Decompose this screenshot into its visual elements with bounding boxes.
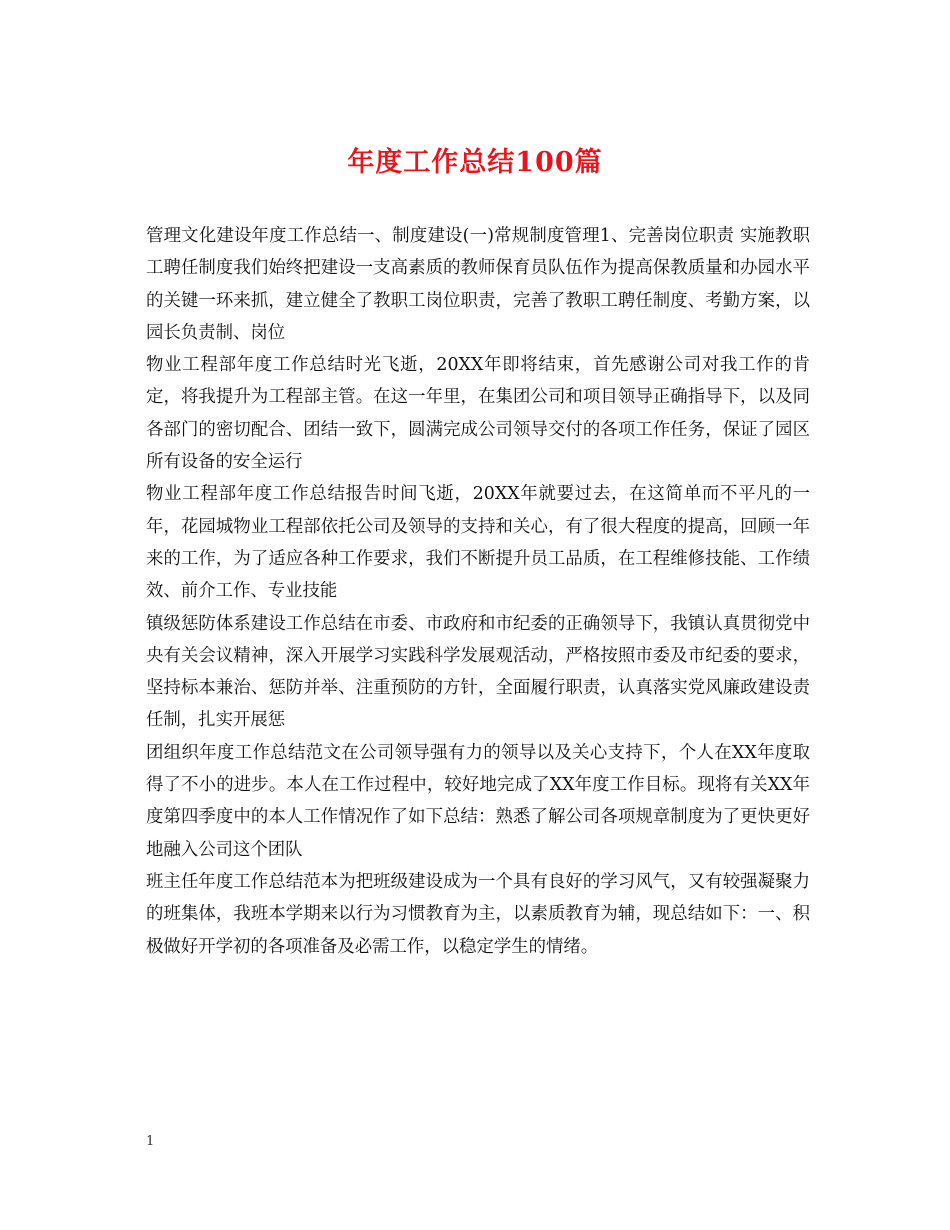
paragraph: 镇级惩防体系建设工作总结在市委、市政府和市纪委的正确领导下，我镇认真贯彻党中央有关会议精神，深入开展学习实践科学发展观活动，严格按照市委及市纪委的要求，坚持标本兼治、惩防并举、注重预防的方针，全面履行职责，认真落实党风廉政建设责任制，扎实开展惩 [146, 613, 810, 731]
paragraph: 团组织年度工作总结范文在公司领导强有力的领导以及关心支持下，个人在XX年度取得了不小的进步。本人在工作过程中，较好地完成了XX年度工作目标。现将有关XX年度第四季度中的本人工作情况作了如下总结：熟悉了解公司各项规章制度为了更快更好地融入公司这个团队 [146, 742, 810, 860]
paragraph: 物业工程部年度工作总结报告时间飞逝，20XX年就要过去，在这简单而不平凡的一年，花园城物业工程部依托公司及领导的支持和关心，有了很大程度的提高，回顾一年来的工作，为了适应各种工作要求，我们不断提升员工品质，在工程维修技能、工作绩效、前介工作、专业技能 [146, 484, 810, 602]
paragraph: 班主任年度工作总结范本为把班级建设成为一个具有良好的学习风气，又有较强凝聚力的班集体，我班本学期来以行为习惯教育为主，以素质教育为辅，现总结如下：一、积极做好开学初的各项准备及必需工作，以稳定学生的情绪。 [146, 871, 810, 957]
page-number: 1 [146, 1134, 155, 1149]
paragraph: 物业工程部年度工作总结时光飞逝，20XX年即将结束，首先感谢公司对我工作的肯定，将我提升为工程部主管。在这一年里，在集团公司和项目领导正确指导下，以及同各部门的密切配合、团结一致下，圆满完成公司领导交付的各项工作任务，保证了园区所有设备的安全运行 [146, 355, 810, 473]
document-title: 年度工作总结100篇 [347, 147, 603, 178]
document-body [146, 220, 810, 963]
paragraph: 管理文化建设年度工作总结一、制度建设(一)常规制度管理1、完善岗位职责 实施教职工聘任制度我们始终把建设一支高素质的教师保育员队伍作为提高保教质量和办园水平的关键一环来抓，建立健全了教职工岗位职责，完善了教职工聘任制度、考勤方案，以园长负责制、岗位 [146, 226, 810, 343]
